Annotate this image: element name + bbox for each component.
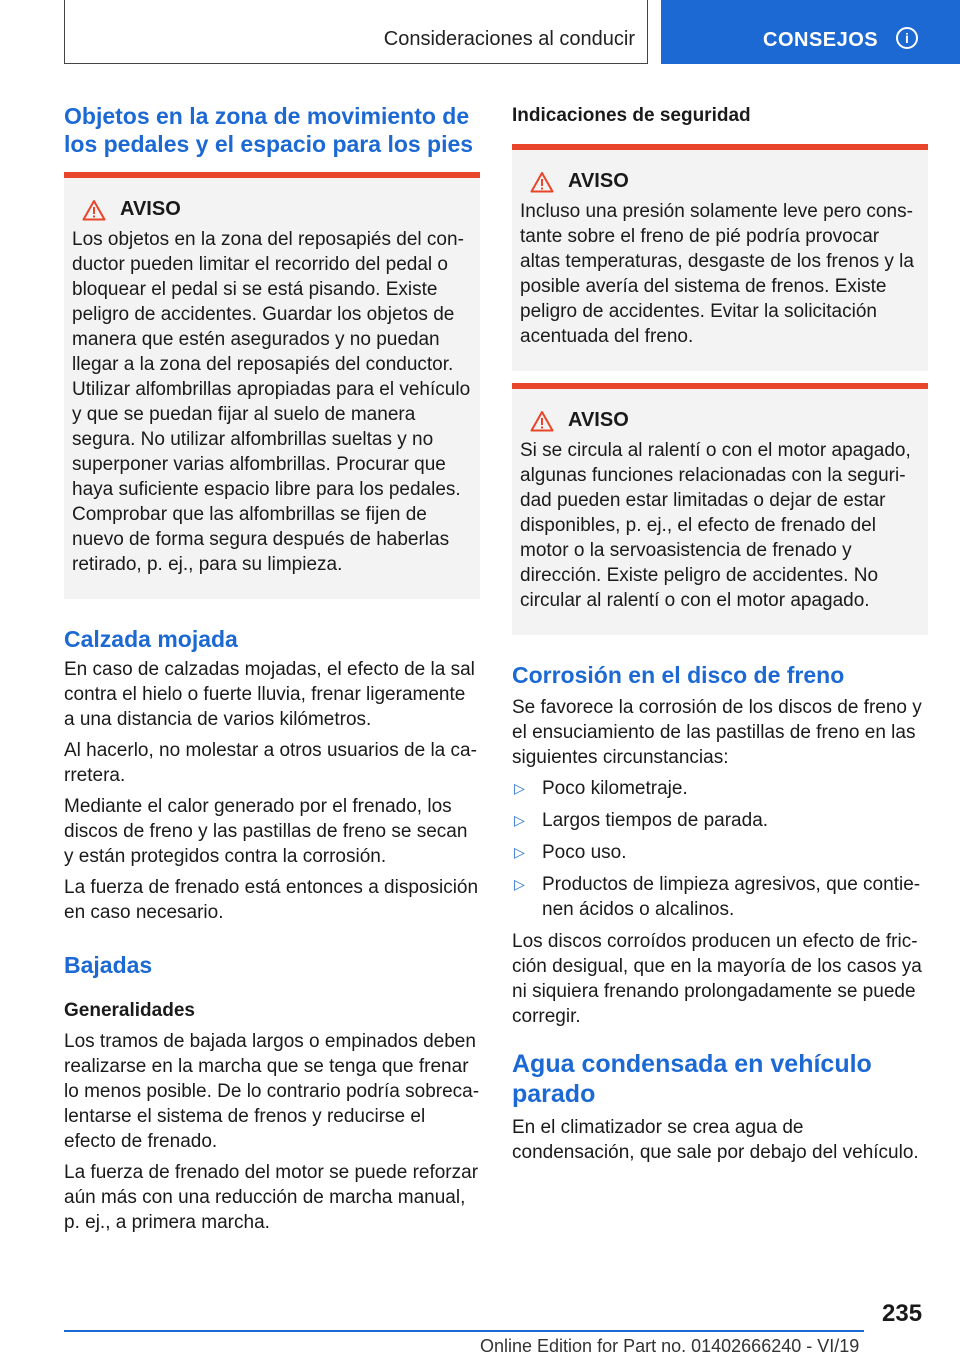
paragraph: En el climatizador se crea agua de condensación, que sale por debajo del vehículo. — [512, 1117, 919, 1163]
warning-triangle-icon — [82, 199, 106, 221]
tab-consejos-label: CONSEJOS — [763, 29, 879, 51]
warning-box-ralenti — [512, 383, 928, 635]
heading-corrosion: Corrosión en el disco de freno — [512, 662, 845, 688]
warning-text: Incluso una presión solamente leve pero constante sobre el freno de pié podría provocar altas temperaturas, desgaste de los frenos y la posible avería del sistema de frenos. Existe peligro de accidentes. Evitar la solicitación acentuada del freno. — [520, 201, 914, 347]
warning-triangle-icon — [530, 171, 554, 193]
warning-title — [520, 409, 920, 432]
paragraph: Los tramos de bajada largos o empinados deben realizarse en la marcha que se tenga que frenar lo menos posible. De lo contrario podría sobrecalentarse el sistema de frenos y reducirse el efecto de frenado. — [64, 1031, 480, 1152]
list-item: ▷ Productos de limpieza agresivos, que contienen ácidos o alcalinos. — [514, 874, 921, 920]
paragraph: En caso de calzadas mojadas, el efecto de la sal contra el hielo o fuerte lluvia, frenar ligeramente a una distancia de varios kilómetros. — [64, 659, 475, 730]
heading-objetos-pedales: Objetos en la zona de movimiento de los pedales y el espacio para los pies — [64, 103, 474, 157]
header-section-box — [64, 0, 648, 64]
list-item: ▷ Largos tiempos de parada. — [514, 810, 769, 831]
warning-triangle-icon — [530, 410, 554, 432]
heading-bajadas: Bajadas — [64, 952, 153, 978]
info-icon[interactable]: i — [896, 27, 918, 49]
paragraph: Mediante el calor generado por el frenado, los discos de freno y las pastillas de freno se secan y están protegidos contra la corrosión. — [64, 796, 468, 867]
subheading-generalidades: Generalidades — [64, 1000, 195, 1021]
triangle-bullet-icon: ▷ — [514, 876, 525, 892]
warning-title-label: AVISO — [120, 198, 181, 220]
warning-title — [72, 198, 472, 221]
warning-title — [520, 170, 920, 193]
subheading-indicaciones-seguridad: Indicaciones de seguridad — [512, 105, 751, 126]
footer-divider — [64, 1330, 864, 1332]
warning-box-pedales — [64, 172, 480, 599]
right-column — [512, 100, 928, 1171]
left-column — [64, 100, 480, 1241]
paragraph: Al hacerlo, no molestar a otros usuarios de la carretera. — [64, 740, 477, 786]
triangle-bullet-icon: ▷ — [514, 812, 525, 828]
paragraph: La fuerza de frenado del motor se puede reforzar aún más con una reducción de marcha manual, p. ej., a primera marcha. — [64, 1162, 479, 1233]
warning-text: Si se circula al ralentí o con el motor apagado, algunas funciones relacionadas con la seguridad pueden estar limitadas o dejar de estar disponibles, p. ej., el efecto de frenado del motor o la servoasistencia de frenado y dirección. Existe peligro de accidentes. No circular al ralentí o con el motor apagado. — [520, 440, 911, 611]
list-item: ▷ Poco kilometraje. — [514, 778, 688, 799]
list-item: ▷ Poco uso. — [514, 842, 627, 863]
paragraph: Se favorece la corrosión de los discos de freno y el ensuciamiento de las pastillas de freno en las siguientes circunstancias: — [512, 697, 922, 768]
warning-title-label: AVISO — [568, 409, 629, 431]
warning-box-freno-pie — [512, 144, 928, 371]
warning-text: Los objetos en la zona del reposapiés del conductor pueden limitar el recorrido del pedal o bloquear el pedal si se está pisando. Existe peligro de accidentes. Guardar los objetos de manera que estén asegurados y no puedan llegar a la zona del reposapiés del conductor. Utilizar alfombrillas apropiadas para el vehículo y que se puedan fijar al suelo de manera segura. No utilizar alfombrillas sueltas y no superponer varias alfombrillas. Procurar que haya suficiente espacio libre para los pedales. Comprobar que las alfombrillas se fijen de nuevo de forma segura después de haberlas retirado, p. ej., para su limpieza. — [72, 229, 471, 575]
header-section-title: Consideraciones al conducir — [383, 28, 635, 50]
page-number: 235 — [882, 1300, 923, 1327]
warning-title-label: AVISO — [568, 170, 629, 192]
paragraph: La fuerza de frenado está entonces a disposición en caso necesario. — [64, 877, 479, 923]
triangle-bullet-icon: ▷ — [514, 844, 525, 860]
circumstances-list — [512, 776, 928, 922]
heading-calzada-mojada: Calzada mojada — [64, 626, 238, 652]
paragraph: Los discos corroídos producen un efecto de fricción desigual, que en la mayoría de los casos ya ni siquiera frenando prolongadamente se puede corregir. — [512, 931, 922, 1027]
tab-consejos[interactable] — [661, 0, 960, 64]
footer-edition: Online Edition for Part no. 01402666240 - VI/19 — [480, 1336, 860, 1356]
heading-agua-condensada: Agua condensada en vehículo parado — [512, 1050, 872, 1108]
triangle-bullet-icon: ▷ — [514, 780, 525, 796]
